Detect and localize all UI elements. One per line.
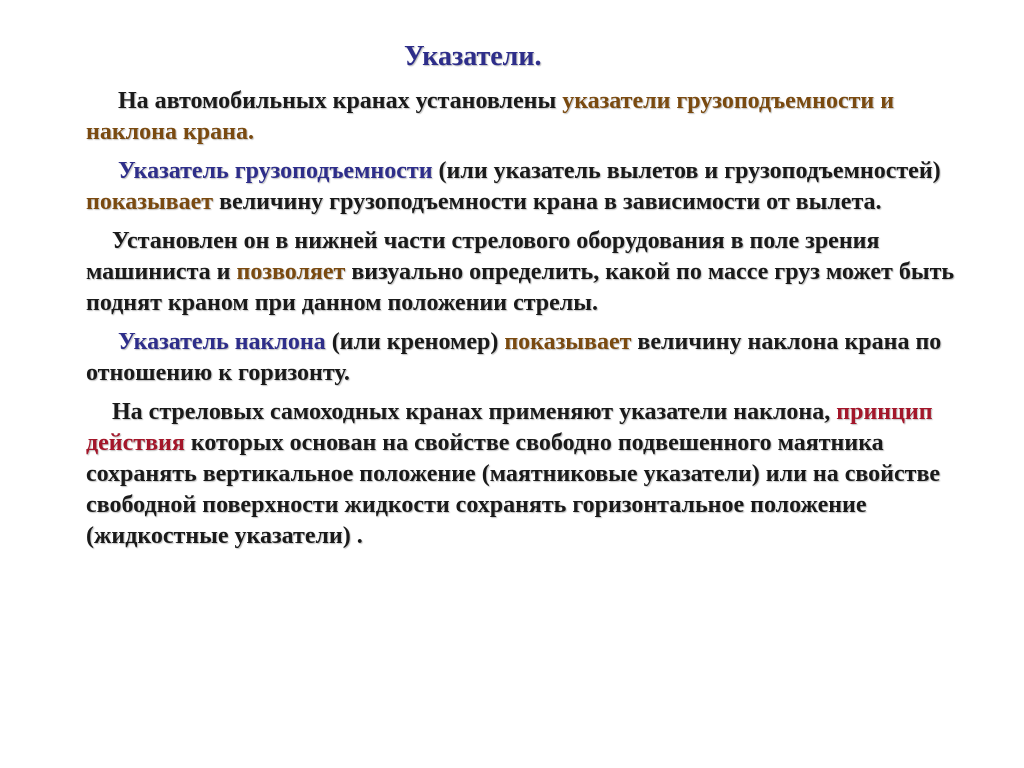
p4-term: Указатель наклона: [118, 329, 326, 355]
p5-text-2: которых основан на свойстве свободно подвешенного маятника сохранять вертикальное положение (маятниковые указатели) или на свойстве свободной поверхности жидкости сохранять горизонтальное положение (жидкостные указатели) .: [86, 430, 941, 549]
paragraph-3: [86, 226, 974, 319]
p3-text-2: визуально определить, какой по массе груз может быть поднят краном при данном положении стрелы.: [86, 259, 955, 316]
p2-text-1: (или указатель вылетов и грузоподъемностей): [432, 158, 941, 184]
paragraph-1: [86, 86, 974, 148]
p2-verb: показывает: [86, 189, 214, 215]
p3-verb: позволяет: [236, 259, 346, 285]
p5-text-1: На стреловых самоходных кранах применяют указатели наклона,: [112, 399, 837, 425]
paragraph-2: [86, 156, 974, 218]
p3-text-1: Установлен он в нижней части стрелового оборудования в поле зрения машиниста и: [86, 228, 880, 285]
paragraph-5: [86, 397, 974, 552]
p4-verb: показывает: [504, 329, 632, 355]
slide-title: Указатели.: [404, 41, 542, 72]
p1-text: На автомобильных кранах установлены: [118, 88, 563, 114]
p2-term: Указатель грузоподъемности: [118, 158, 433, 184]
p5-accent: принцип действия: [86, 399, 933, 456]
paragraph-4: [86, 327, 974, 389]
p4-text-2: величину наклона крана по отношению к горизонту.: [86, 329, 942, 386]
p1-highlight: указатели грузоподъемности и наклона крана.: [86, 88, 895, 145]
p4-text-1: (или креномер): [325, 329, 505, 355]
p2-text-2: величину грузоподъемности крана в зависимости от вылета.: [213, 189, 882, 215]
